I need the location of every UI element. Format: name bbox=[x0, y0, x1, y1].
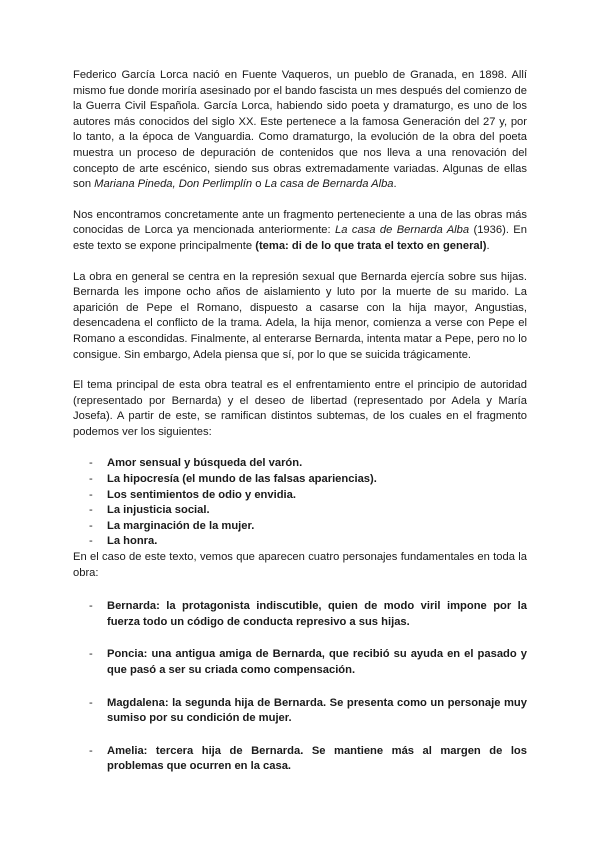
character-text: Bernarda: la protagonista indiscutible, quien de modo viril impone por la fuerza todo un código de conducta represivo a sus hijas. bbox=[107, 600, 527, 628]
work-title-italic: La casa de Bernarda Alba bbox=[335, 224, 470, 237]
list-item bbox=[73, 488, 527, 504]
list-item bbox=[73, 503, 527, 519]
theme-instruction: (tema: di de lo que trata el texto en general) bbox=[255, 239, 487, 252]
document-page bbox=[73, 68, 527, 775]
dash-bullet: - bbox=[89, 488, 93, 501]
character-text: Poncia: una antigua amiga de Bernarda, que recibió su ayuda en el pasado y que pasó a ser su criada como compensación. bbox=[107, 648, 527, 676]
paragraph-characters-intro: En el caso de este texto, vemos que aparecen cuatro personajes fundamentales en toda la obra: bbox=[73, 551, 527, 579]
list-item bbox=[73, 534, 527, 550]
theme-text: La honra. bbox=[107, 535, 158, 548]
list-item bbox=[73, 519, 527, 535]
dash-bullet: - bbox=[89, 648, 93, 661]
biography-text: Federico García Lorca nació en Fuente Vaqueros, un pueblo de Granada, en 1898. Allí mismo fue donde moriría asesinado por el bando fascista un mes después del comienzo de la Guerra Civil Española. García Lorca, habiendo sido poeta y dramaturgo, es uno de los autores más conocidos del siglo XX. Este pertenece a la famosa Generación del 27 y, por lo tanto, a la época de Vanguardia. Como dramaturgo, la evolución de la obra del poeta muestra un proceso de depuración de contenidos que nos lleva a una renovación del concepto de arte escénico, siendo sus obras extremadamente variadas. Algunas de ellas son bbox=[73, 69, 527, 191]
theme-text: La marginación de la mujer. bbox=[107, 519, 255, 532]
dash-bullet: - bbox=[89, 744, 93, 757]
paragraph-plot: La obra en general se centra en la represión sexual que Bernarda ejercía sobre sus hijas. Bernarda les impone ocho años de aislamiento y luto por la muerte de su marido. La aparición de Pepe el Romano, dispuesto a casarse con la hija mayor, Angustias, desencadena el conflicto de la trama. Adela, la hija menor, comienza a verse con Pepe el Romano a escondidas. Finalmente, al enterarse Bernarda, intenta matar a Pepe, pero no lo consigue. Sin embargo, Adela piensa que sí, por lo que se suicida trágicamente. bbox=[73, 270, 527, 361]
works-italic: Mariana Pineda, Don Perlimplín bbox=[94, 178, 253, 191]
theme-text: La injusticia social. bbox=[107, 504, 210, 517]
list-item bbox=[73, 599, 527, 630]
conjunction-text: o bbox=[252, 178, 265, 191]
theme-text: Amor sensual y búsqueda del varón. bbox=[107, 457, 303, 470]
list-item bbox=[73, 456, 527, 472]
theme-text: Los sentimientos de odio y envidia. bbox=[107, 488, 296, 501]
dash-bullet: - bbox=[89, 519, 93, 532]
dash-bullet: - bbox=[89, 457, 93, 470]
dash-bullet: - bbox=[89, 600, 93, 613]
period-text: . bbox=[486, 239, 490, 252]
dash-bullet: - bbox=[89, 473, 93, 486]
paragraph-biography bbox=[73, 68, 527, 193]
character-text: Amelia: tercera hija de Bernarda. Se mantiene más al margen de los problemas que ocurren en la casa. bbox=[107, 744, 527, 773]
characters-list bbox=[73, 599, 527, 775]
dash-bullet: - bbox=[89, 504, 93, 517]
character-text: Magdalena: la segunda hija de Bernarda. Se presenta como un personaje muy sumiso por su condición de mujer. bbox=[107, 696, 527, 725]
list-item bbox=[73, 472, 527, 488]
dash-bullet: - bbox=[89, 535, 93, 548]
theme-text: La hipocresía (el mundo de las falsas apariencias). bbox=[107, 473, 377, 486]
fragment-text: Nos encontramos concretamente ante un fragmento perteneciente a una de las obras más conocidas de Lorca ya mencionada anteriormente: bbox=[73, 208, 527, 237]
period-text: . bbox=[393, 178, 397, 191]
themes-list bbox=[73, 456, 527, 550]
paragraph-main-theme: El tema principal de esta obra teatral es el enfrentamiento entre el principio de autoridad (representado por Bernarda) y el deseo de libertad (representado por Adela y María Josefa). A partir de este, se ramifican distintos subtemas, de los cuales en el fragmento podemos ver los siguientes: bbox=[73, 379, 527, 438]
paragraph-fragment bbox=[73, 208, 527, 255]
dash-bullet: - bbox=[89, 696, 93, 709]
fragment-text-cont: (1936). En este texto se expone principalmente bbox=[73, 224, 527, 252]
work-title-italic: La casa de Bernarda Alba bbox=[264, 178, 394, 191]
list-item bbox=[73, 647, 527, 678]
list-item bbox=[73, 696, 527, 727]
list-item bbox=[73, 744, 527, 775]
